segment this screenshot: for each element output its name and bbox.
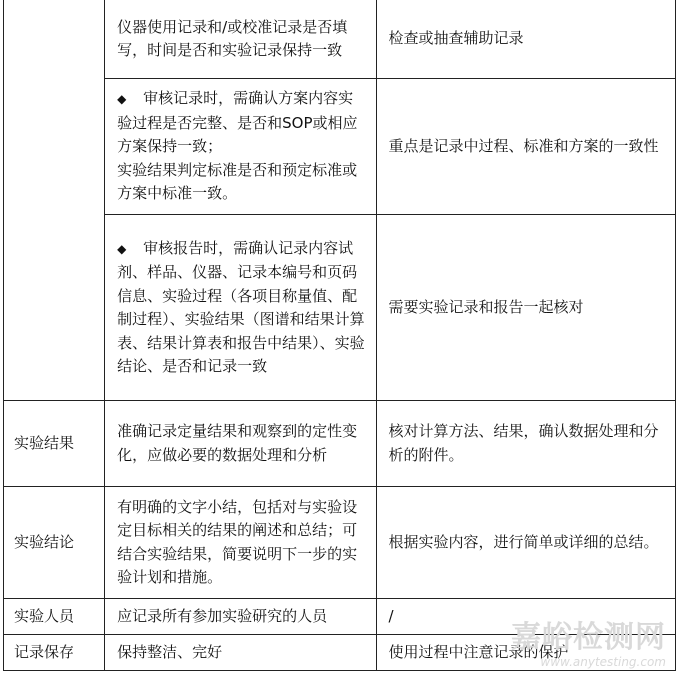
requirement-text: 审核报告时，需确认记录内容试剂、样品、仪器、记录本编号和页码信息、实验过程（各项目称量值、配制过程）、实验结果（图谱和结果计算表、结果计算表和报告中结果）、实验结论、是否和记录一致	[117, 238, 365, 375]
requirement-cell	[105, 215, 376, 401]
requirement-cell: 保持整洁、完好	[105, 635, 376, 671]
method-cell: 需要实验记录和报告一起核对	[376, 215, 675, 401]
requirement-cell: 应记录所有参加实验研究的人员	[105, 599, 376, 635]
diamond-bullet-icon: ◆	[117, 241, 127, 256]
row-label-cell: 实验人员	[4, 599, 105, 635]
method-cell: 核对计算方法、结果，确认数据处理和分析的附件。	[376, 401, 675, 487]
table-row	[4, 401, 676, 487]
requirement-cell	[105, 79, 376, 215]
method-cell: 检查或抽查辅助记录	[376, 0, 675, 79]
row-label-cell: 实验结论	[4, 487, 105, 599]
requirement-text-extra: 实验结果判定标准是否和预定标准或方案中标准一致。	[117, 160, 358, 203]
table-row	[4, 0, 676, 79]
row-label-cell: 记录保存	[4, 635, 105, 671]
method-cell: 重点是记录中过程、标准和方案的一致性	[376, 79, 675, 215]
row-label-cell	[4, 0, 105, 401]
watermark-text: 嘉峪检测网	[511, 620, 666, 655]
method-cell: /	[376, 599, 675, 635]
requirement-cell: 有明确的文字小结，包括对与实验设定目标相关的结果的阐述和总结；可结合实验结果，简要说明下一步的实验计划和措施。	[105, 487, 376, 599]
table-row	[4, 215, 676, 401]
requirement-cell: 仪器使用记录和/或校准记录是否填写，时间是否和实验记录保持一致	[105, 0, 376, 79]
table-row	[4, 487, 676, 599]
table-row	[4, 599, 676, 635]
method-cell: 根据实验内容，进行简单或详细的总结。	[376, 487, 675, 599]
watermark-url: www.anytesting.com	[540, 655, 666, 669]
table-row	[4, 79, 676, 215]
diamond-bullet-icon: ◆	[117, 92, 127, 107]
row-label-cell: 实验结果	[4, 401, 105, 487]
requirement-cell: 准确记录定量结果和观察到的定性变化，应做必要的数据处理和分析	[105, 401, 376, 487]
requirements-table	[3, 0, 676, 671]
method-cell: 使用过程中注意记录的保护	[376, 635, 675, 671]
table-row	[4, 635, 676, 671]
requirement-text: 审核记录时，需确认方案内容实验过程是否完整、是否和SOP或相应方案保持一致；	[117, 89, 358, 156]
